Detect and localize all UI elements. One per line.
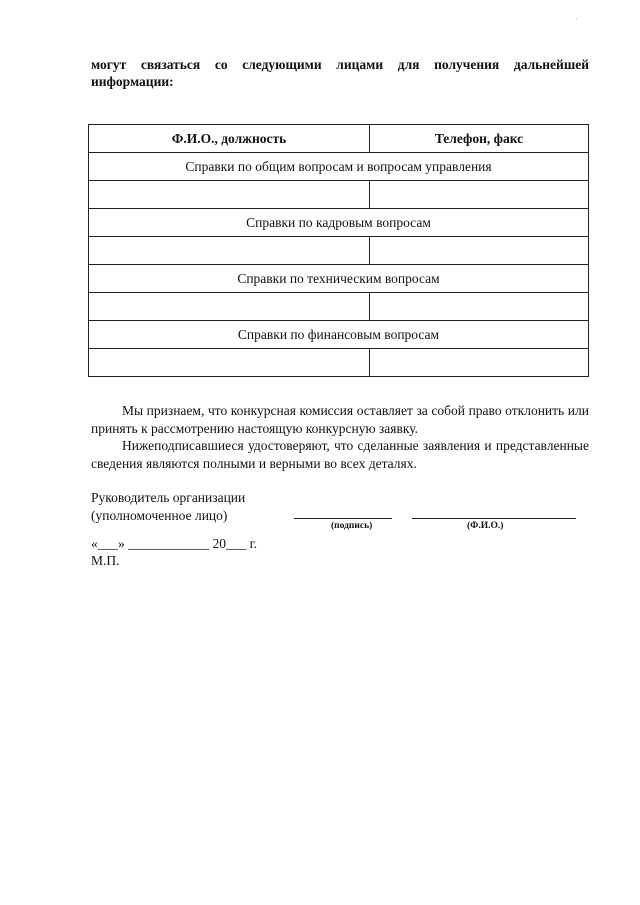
cell-name [89,181,370,209]
table-row [89,293,589,321]
cell-name [89,237,370,265]
signatory-subtitle: (уполномоченное лицо) [91,507,228,523]
cell-phone [370,237,589,265]
section-row [89,209,589,237]
cell-name [89,293,370,321]
signatory-title: Руководитель организации [91,490,246,505]
date-line: «___» ____________ 20___ г. [91,536,258,551]
paragraph-certification: Нижеподписавшиеся удостоверяют, что сделанные заявления и представленные сведения являются полными и верными во всех деталях. [91,438,589,471]
signature-line [294,518,392,519]
name-caption: (Ф.И.О.) [467,521,504,531]
section-row [89,265,589,293]
paragraph-commission-right: Мы признаем, что конкурсная комиссия оставляет за собой право отклонить или принять к рассмотрению настоящую конкурсную заявку. [91,403,589,436]
section-general: Справки по общим вопросам и вопросам управления [89,153,589,181]
cell-phone [370,349,589,377]
table-header-row [89,125,589,153]
intro-text: могут связаться со следующими лицами для получения дальнейшей информации: [91,57,589,89]
page-mark: · [575,14,578,24]
section-technical: Справки по техническим вопросам [89,265,589,293]
contacts-table [88,124,589,377]
cell-phone [370,293,589,321]
signatory-label [91,489,245,524]
section-row [89,153,589,181]
signature-caption: (подпись) [331,521,373,531]
section-row [89,321,589,349]
section-financial: Справки по финансовым вопросам [89,321,589,349]
table-row [89,237,589,265]
name-line [412,518,576,519]
section-hr: Справки по кадровым вопросам [89,209,589,237]
stamp-place: М.П. [91,553,120,568]
cell-name [89,349,370,377]
header-phone-fax: Телефон, факс [370,125,589,153]
table-row [89,181,589,209]
table-row [89,349,589,377]
header-name-position: Ф.И.О., должность [89,125,370,153]
cell-phone [370,181,589,209]
